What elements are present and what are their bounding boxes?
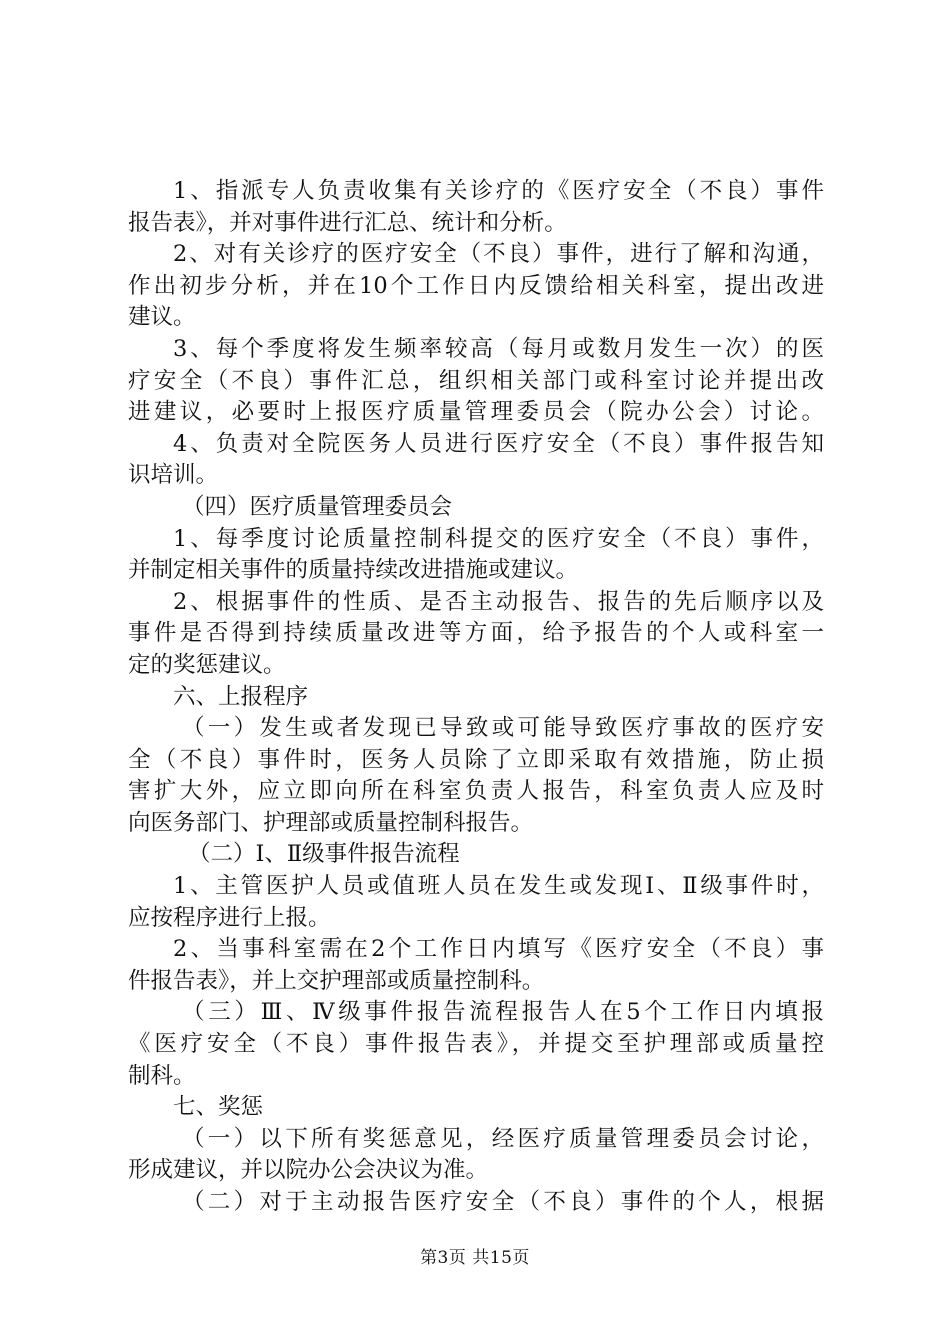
document-body xyxy=(128,176,824,1219)
paragraph-line: 2、根据事件的性质、是否主动报告、报告的先后顺序以及 xyxy=(173,588,824,615)
paragraph-line: 全（不良）事件时，医务人员除了立即采取有效措施，防止损 xyxy=(128,746,824,773)
section-heading: （二）Ⅰ、Ⅱ级事件报告流程 xyxy=(188,841,460,868)
paragraph-line: 制科。 xyxy=(128,1062,196,1089)
paragraph-line: 向医务部门、护理部或质量控制科报告。 xyxy=(128,809,534,836)
paragraph-line: （一）发生或者发现已导致或可能导致医疗事故的医疗安 xyxy=(182,715,824,742)
paragraph-line: 件报告表》，并上交护理部或质量控制科。 xyxy=(128,967,545,994)
paragraph-line: 3、每个季度将发生频率较高（每月或数月发生一次）的医 xyxy=(173,335,824,362)
paragraph-line: 作出初步分析，并在10个工作日内反馈给相关科室，提出改进 xyxy=(128,272,824,299)
paragraph-line: （一）以下所有奖惩意见，经医疗质量管理委员会讨论， xyxy=(182,1125,824,1152)
page-number-footer: 第3页 共15页 xyxy=(420,1248,530,1268)
paragraph-line: 识培训。 xyxy=(128,462,219,489)
paragraph-line: 疗安全（不良）事件汇总，组织相关部门或科室讨论并提出改 xyxy=(128,367,824,394)
paragraph-line: 报告表》，并对事件进行汇总、统计和分析。 xyxy=(128,209,567,236)
paragraph-line: 害扩大外，应立即向所在科室负责人报告，科室负责人应及时 xyxy=(128,778,824,805)
paragraph-line: （三）Ⅲ、Ⅳ级事件报告流程报告人在5个工作日内填报 xyxy=(182,999,824,1026)
paragraph-line: 建议。 xyxy=(128,304,196,331)
paragraph-line: 并制定相关事件的质量持续改进措施或建议。 xyxy=(128,557,579,584)
paragraph-line: 1、指派专人负责收集有关诊疗的《医疗安全（不良）事件 xyxy=(173,178,824,204)
paragraph-line: 定的奖惩建议。 xyxy=(128,651,286,678)
paragraph-line: 进建议，必要时上报医疗质量管理委员会（院办公会）讨论。 xyxy=(128,399,824,426)
paragraph-line: 2、当事科室需在2个工作日内填写《医疗安全（不良）事 xyxy=(173,936,824,963)
paragraph-line: 形成建议，并以院办公会决议为准。 xyxy=(128,1157,489,1184)
paragraph-line: （二）对于主动报告医疗安全（不良）事件的个人，根据 xyxy=(182,1189,824,1215)
paragraph-line: 2、对有关诊疗的医疗安全（不良）事件，进行了解和沟通， xyxy=(173,241,824,268)
paragraph-line: 事件是否得到持续质量改进等方面，给予报告的个人或科室一 xyxy=(128,620,824,647)
paragraph-line: 1、主管医护人员或值班人员在发生或发现Ⅰ、Ⅱ级事件时， xyxy=(173,873,824,900)
section-heading: 六、上报程序 xyxy=(173,683,309,710)
section-heading: 七、奖惩 xyxy=(173,1094,264,1121)
paragraph-line: 应按程序进行上报。 xyxy=(128,904,331,931)
paragraph-line: 《医疗安全（不良）事件报告表》，并提交至护理部或质量控 xyxy=(128,1031,824,1058)
paragraph-line: 4、负责对全院医务人员进行医疗安全（不良）事件报告知 xyxy=(173,430,824,457)
paragraph-line: 1、每季度讨论质量控制科提交的医疗安全（不良）事件， xyxy=(173,525,824,552)
section-heading: （四）医疗质量管理委员会 xyxy=(182,493,453,520)
